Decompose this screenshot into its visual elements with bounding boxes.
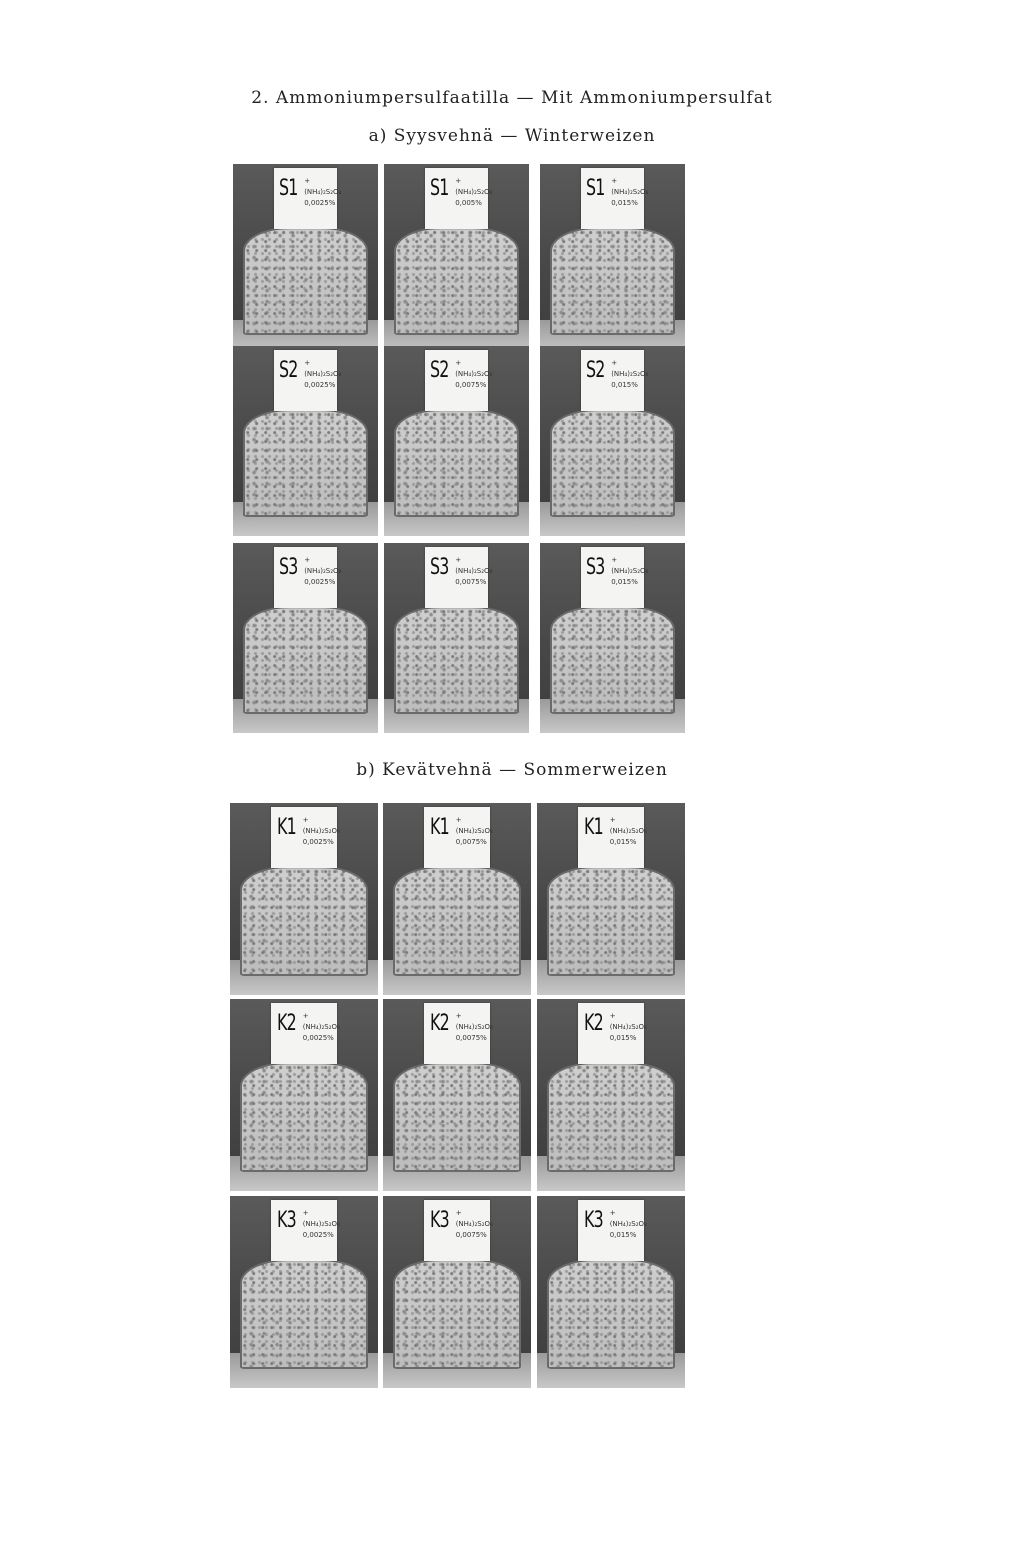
sample-formula [455, 358, 492, 391]
sample-code: K3 [583, 1208, 603, 1234]
bread-loaf [550, 227, 675, 335]
sample-formula [455, 176, 492, 209]
amount-text: 0,0075% [455, 578, 487, 587]
sample-code: S3 [278, 555, 298, 581]
sample-label-card [425, 350, 493, 411]
sample-label-card [578, 1003, 647, 1064]
bread-photo [540, 346, 685, 536]
amount-text: 0,0075% [455, 838, 487, 847]
bread-loaf [547, 1259, 674, 1368]
bread-photo [537, 1196, 685, 1388]
bread-photo [233, 346, 378, 536]
formula-text: +(NH₄)₂S₂O₈ [611, 359, 649, 379]
sample-formula [456, 815, 493, 848]
amount-text: 0,015% [611, 578, 638, 587]
sample-code: S1 [429, 176, 449, 202]
sample-code: S1 [278, 176, 298, 202]
formula-text: +(NH₄)₂S₂O₈ [609, 816, 647, 836]
bread-loaf [550, 409, 675, 517]
sample-label-card [424, 1200, 493, 1261]
bread-photo [230, 999, 378, 1191]
sample-formula [303, 815, 340, 848]
formula-text: +(NH₄)₂S₂O₈ [455, 359, 493, 379]
sample-formula [456, 1208, 493, 1241]
amount-text: 0,0075% [455, 1034, 487, 1043]
bread-loaf [393, 866, 520, 975]
sample-code: S3 [429, 555, 449, 581]
amount-text: 0,0075% [455, 1231, 487, 1240]
amount-text: 0,0025% [302, 838, 334, 847]
sample-label-card [274, 168, 342, 229]
formula-text: +(NH₄)₂S₂O₈ [455, 1209, 493, 1229]
bread-photo [383, 999, 531, 1191]
formula-text: +(NH₄)₂S₂O₈ [304, 359, 342, 379]
bread-loaf [393, 1062, 520, 1171]
section-a-heading: a) Syysvehnä — Winterweizen [368, 126, 656, 146]
formula-text: +(NH₄)₂S₂O₈ [304, 556, 342, 576]
amount-text: 0,0025% [302, 1034, 334, 1043]
bread-photo [230, 803, 378, 995]
amount-text: 0,0025% [304, 381, 336, 390]
bread-loaf [243, 227, 368, 335]
formula-text: +(NH₄)₂S₂O₈ [302, 1209, 340, 1229]
formula-text: +(NH₄)₂S₂O₈ [611, 177, 649, 197]
sample-formula [611, 555, 648, 588]
formula-text: +(NH₄)₂S₂O₈ [455, 177, 493, 197]
amount-text: 0,015% [611, 381, 638, 390]
sample-formula [303, 1011, 340, 1044]
sample-formula [610, 1011, 647, 1044]
sample-code: K2 [429, 1011, 449, 1037]
sample-formula [455, 555, 492, 588]
sample-label-card [578, 1200, 647, 1261]
bread-photo [540, 543, 685, 733]
bread-loaf [394, 606, 519, 714]
bread-photo [384, 164, 529, 354]
bread-photo [537, 999, 685, 1191]
sample-code: S1 [585, 176, 605, 202]
sample-code: K1 [276, 815, 296, 841]
amount-text: 0,015% [609, 1231, 637, 1240]
sample-code: K1 [583, 815, 603, 841]
sample-formula [304, 176, 341, 209]
section-b-heading: b) Kevätvehnä — Sommerweizen [356, 760, 668, 780]
bread-photo [233, 164, 378, 354]
bread-loaf [240, 1259, 367, 1368]
sample-code: K1 [429, 815, 449, 841]
formula-text: +(NH₄)₂S₂O₈ [609, 1012, 647, 1032]
sample-label-card [424, 807, 493, 868]
bread-photo [540, 164, 685, 354]
bread-photo [233, 543, 378, 733]
amount-text: 0,015% [609, 1034, 637, 1043]
amount-text: 0,015% [611, 199, 638, 208]
sample-formula [610, 1208, 647, 1241]
sample-code: S2 [429, 358, 449, 384]
sample-formula [611, 176, 648, 209]
sample-code: S3 [585, 555, 605, 581]
bread-loaf [394, 227, 519, 335]
amount-text: 0,005% [455, 199, 482, 208]
amount-text: 0,0025% [304, 199, 336, 208]
sample-formula [304, 555, 341, 588]
amount-text: 0,0025% [304, 578, 336, 587]
sample-label-card [578, 807, 647, 868]
formula-text: +(NH₄)₂S₂O₈ [304, 177, 342, 197]
sample-label-card [271, 807, 340, 868]
sample-formula [456, 1011, 493, 1044]
bread-loaf [547, 866, 674, 975]
sample-label-card [581, 547, 649, 608]
sample-label-card [425, 547, 493, 608]
sample-formula [303, 1208, 340, 1241]
amount-text: 0,0025% [302, 1231, 334, 1240]
formula-text: +(NH₄)₂S₂O₈ [609, 1209, 647, 1229]
formula-text: +(NH₄)₂S₂O₈ [302, 816, 340, 836]
sample-label-card [274, 547, 342, 608]
sample-code: S2 [278, 358, 298, 384]
bread-loaf [550, 606, 675, 714]
bread-photo [383, 803, 531, 995]
bread-photo [384, 543, 529, 733]
amount-text: 0,015% [609, 838, 637, 847]
formula-text: +(NH₄)₂S₂O₈ [455, 816, 493, 836]
sample-formula [611, 358, 648, 391]
page-title: 2. Ammoniumpersulfaatilla — Mit Ammoniumpersulfat [251, 88, 773, 108]
sample-label-card [425, 168, 493, 229]
sample-label-card [271, 1003, 340, 1064]
bread-loaf [243, 409, 368, 517]
sample-label-card [271, 1200, 340, 1261]
bread-loaf [394, 409, 519, 517]
formula-text: +(NH₄)₂S₂O₈ [455, 1012, 493, 1032]
sample-label-card [424, 1003, 493, 1064]
sample-code: K3 [276, 1208, 296, 1234]
bread-loaf [547, 1062, 674, 1171]
bread-loaf [393, 1259, 520, 1368]
formula-text: +(NH₄)₂S₂O₈ [455, 556, 493, 576]
sample-code: K3 [429, 1208, 449, 1234]
bread-loaf [243, 606, 368, 714]
bread-photo [230, 1196, 378, 1388]
bread-photo [537, 803, 685, 995]
sample-code: K2 [276, 1011, 296, 1037]
sample-formula [304, 358, 341, 391]
bread-photo [383, 1196, 531, 1388]
sample-code: S2 [585, 358, 605, 384]
formula-text: +(NH₄)₂S₂O₈ [302, 1012, 340, 1032]
amount-text: 0,0075% [455, 381, 487, 390]
sample-label-card [581, 168, 649, 229]
bread-photo [384, 346, 529, 536]
sample-code: K2 [583, 1011, 603, 1037]
bread-loaf [240, 1062, 367, 1171]
bread-loaf [240, 866, 367, 975]
sample-label-card [274, 350, 342, 411]
sample-formula [610, 815, 647, 848]
formula-text: +(NH₄)₂S₂O₈ [611, 556, 649, 576]
sample-label-card [581, 350, 649, 411]
